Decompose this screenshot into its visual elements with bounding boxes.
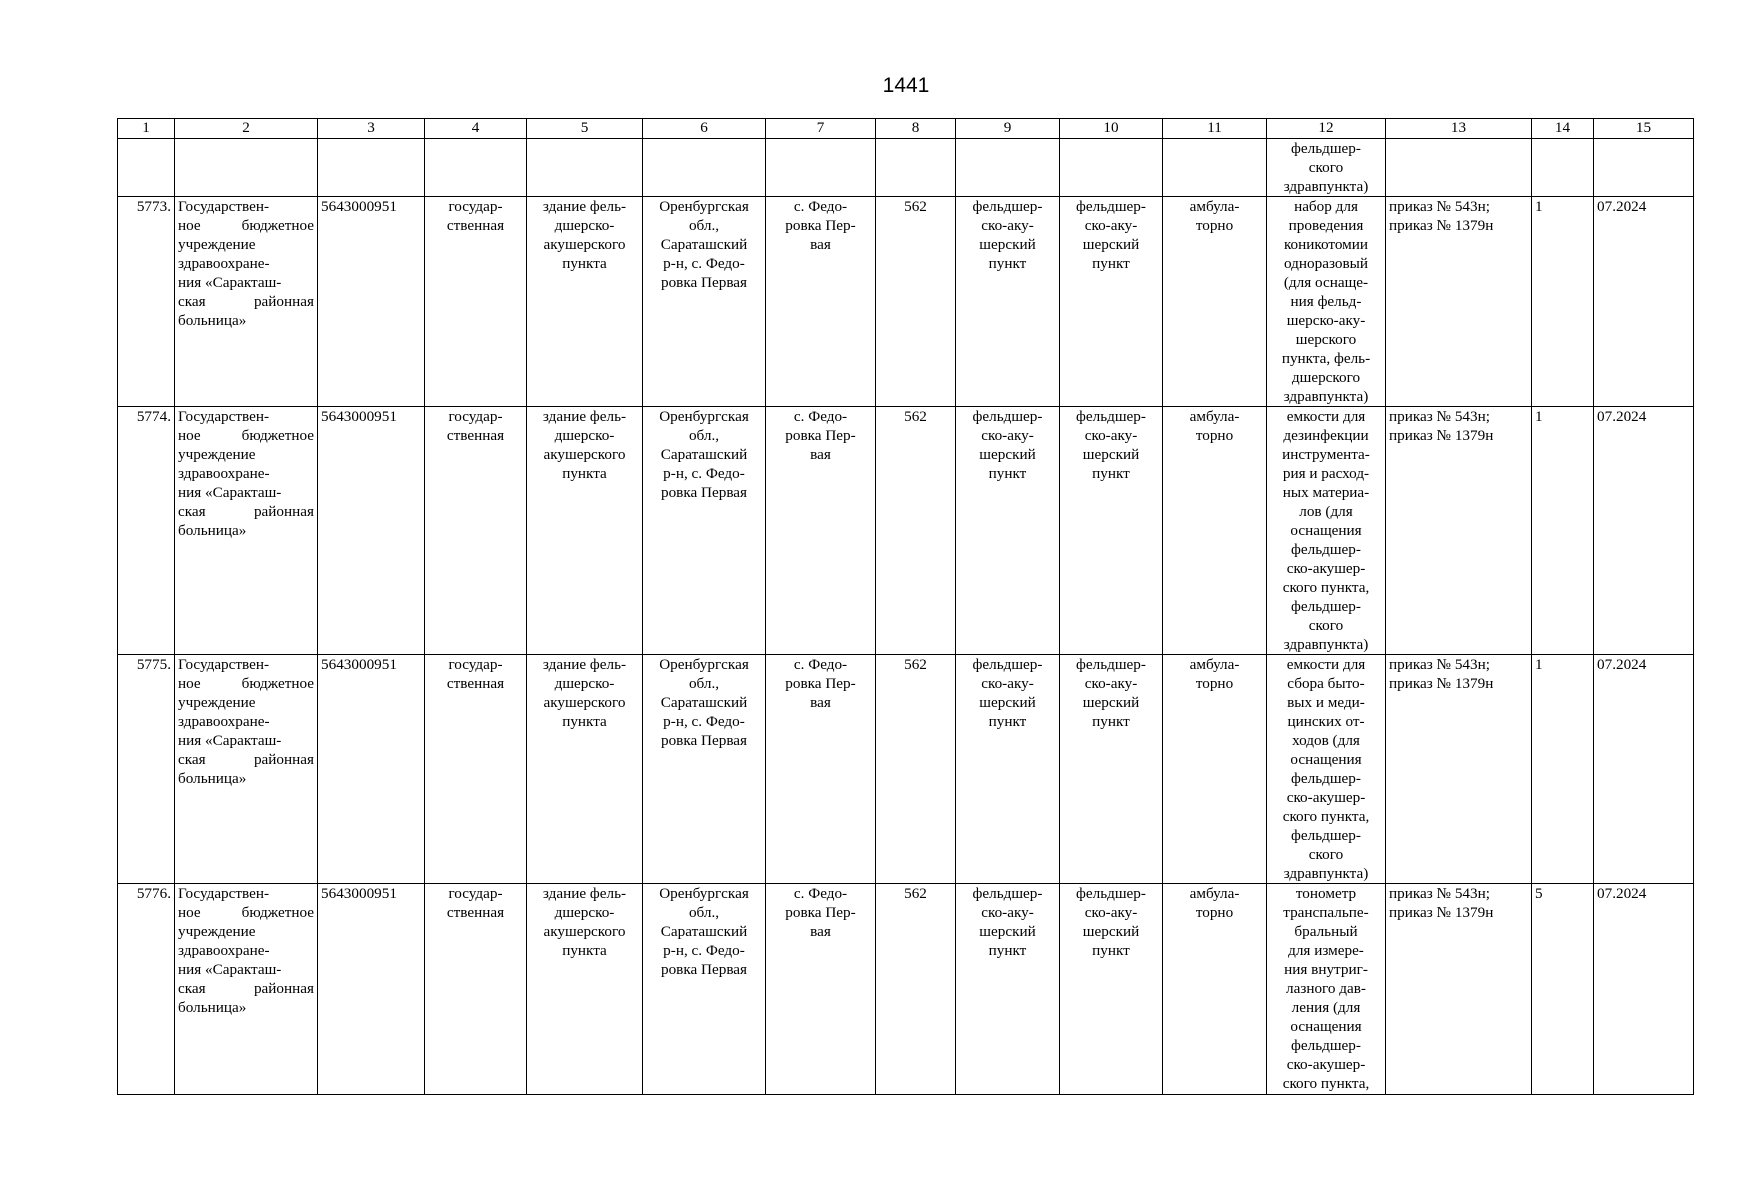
empty-cell	[876, 139, 956, 197]
date-cell: 07.2024	[1594, 655, 1694, 884]
column-number: 2	[175, 119, 318, 139]
address-cell: Оренбургская обл., Сараташский р-н, с. Федо- ровка Первая	[643, 407, 766, 655]
organization-line: ния «Саракташ-	[178, 732, 282, 749]
quantity-cell: 1	[1532, 407, 1594, 655]
building-cell: здание фель- дшерско- акушерского пункта	[527, 197, 643, 407]
empty-cell	[175, 139, 318, 197]
empty-cell	[118, 139, 175, 197]
ownership-cell: государ- ственная	[425, 884, 527, 1095]
date-cell: 07.2024	[1594, 884, 1694, 1095]
column-number: 1	[118, 119, 175, 139]
unit-type-cell: фельдшер- ско-аку- шерский пункт	[956, 407, 1060, 655]
quantity-cell: 1	[1532, 655, 1594, 884]
ownership-cell: государ- ственная	[425, 197, 527, 407]
empty-cell	[766, 139, 876, 197]
code-cell: 562	[876, 197, 956, 407]
address-cell: Оренбургская обл., Сараташский р-н, с. Федо- ровка Первая	[643, 884, 766, 1095]
unit-cell: фельдшер- ско-аку- шерский пункт	[1060, 407, 1163, 655]
table-row	[118, 884, 1694, 1095]
inn-cell: 5643000951	[318, 655, 425, 884]
organization-line: учреждение	[178, 694, 256, 711]
column-number: 3	[318, 119, 425, 139]
organization-line: здравоохране-	[178, 465, 270, 482]
date-cell: 07.2024	[1594, 407, 1694, 655]
equipment-cell: набор для проведения коникотомии одноразовый (для оснаще- ния фельд- шерско-аку- шерского пункта, фель- дшерского здравпункта)	[1267, 197, 1386, 407]
column-number: 14	[1532, 119, 1594, 139]
organization-line: ния «Саракташ-	[178, 484, 282, 501]
organization-line: ное бюджетное	[178, 675, 314, 692]
code-cell: 562	[876, 884, 956, 1095]
settlement-cell: с. Федо- ровка Пер- вая	[766, 407, 876, 655]
organization-line: ное бюджетное	[178, 217, 314, 234]
inn-cell: 5643000951	[318, 197, 425, 407]
equipment-cell: фельдшер- ского здравпункта)	[1267, 139, 1386, 197]
empty-cell	[1060, 139, 1163, 197]
organization-line: больница»	[178, 999, 247, 1016]
order-cell: приказ № 543н; приказ № 1379н	[1386, 655, 1532, 884]
table-row	[118, 655, 1694, 884]
column-number: 13	[1386, 119, 1532, 139]
building-cell: здание фель- дшерско- акушерского пункта	[527, 884, 643, 1095]
settlement-cell: с. Федо- ровка Пер- вая	[766, 655, 876, 884]
empty-cell	[956, 139, 1060, 197]
organization-line: Государствен-	[178, 885, 270, 902]
column-number: 6	[643, 119, 766, 139]
order-cell: приказ № 543н; приказ № 1379н	[1386, 407, 1532, 655]
empty-cell	[527, 139, 643, 197]
organization-line: Государствен-	[178, 408, 270, 425]
organization-line: Государствен-	[178, 198, 270, 215]
column-number: 9	[956, 119, 1060, 139]
row-number-cell: 5774.	[118, 407, 175, 655]
organization-cell	[175, 407, 318, 655]
organization-cell	[175, 655, 318, 884]
organization-line: здравоохране-	[178, 942, 270, 959]
empty-cell	[643, 139, 766, 197]
organization-cell	[175, 884, 318, 1095]
ownership-cell: государ- ственная	[425, 655, 527, 884]
column-number: 7	[766, 119, 876, 139]
column-number: 4	[425, 119, 527, 139]
date-cell: 07.2024	[1594, 197, 1694, 407]
equipment-cell: емкости для сбора быто- вых и меди- цинских от- ходов (для оснащения фельдшер- ско-акушер- ского пункта, фельдшер- ского здравпункта)	[1267, 655, 1386, 884]
table-body	[118, 119, 1694, 1095]
address-cell: Оренбургская обл., Сараташский р-н, с. Федо- ровка Первая	[643, 655, 766, 884]
equipment-cell: тонометр транспальпе- бральный для измере- ния внутриг- лазного дав- ления (для оснащения фельдшер- ско-акушер- ского пункта,	[1267, 884, 1386, 1095]
ownership-cell: государ- ственная	[425, 407, 527, 655]
organization-line: здравоохране-	[178, 713, 270, 730]
inn-cell: 5643000951	[318, 407, 425, 655]
empty-cell	[1532, 139, 1594, 197]
organization-line: Государствен-	[178, 656, 270, 673]
column-number: 8	[876, 119, 956, 139]
unit-type-cell: фельдшер- ско-аку- шерский пункт	[956, 655, 1060, 884]
unit-cell: фельдшер- ско-аку- шерский пункт	[1060, 655, 1163, 884]
organization-line: учреждение	[178, 236, 256, 253]
column-number: 10	[1060, 119, 1163, 139]
organization-line: ская районная	[178, 503, 314, 520]
care-form-cell: амбула- торно	[1163, 655, 1267, 884]
empty-cell	[1163, 139, 1267, 197]
quantity-cell: 5	[1532, 884, 1594, 1095]
building-cell: здание фель- дшерско- акушерского пункта	[527, 407, 643, 655]
registry-table	[117, 118, 1694, 1095]
organization-line: больница»	[178, 522, 247, 539]
organization-line: ния «Саракташ-	[178, 961, 282, 978]
organization-line: больница»	[178, 770, 247, 787]
care-form-cell: амбула- торно	[1163, 884, 1267, 1095]
settlement-cell: с. Федо- ровка Пер- вая	[766, 884, 876, 1095]
address-cell: Оренбургская обл., Сараташский р-н, с. Федо- ровка Первая	[643, 197, 766, 407]
empty-cell	[425, 139, 527, 197]
organization-line: ская районная	[178, 293, 314, 310]
column-number: 12	[1267, 119, 1386, 139]
inn-cell: 5643000951	[318, 884, 425, 1095]
organization-line: больница»	[178, 312, 247, 329]
organization-line: ное бюджетное	[178, 427, 314, 444]
empty-cell	[318, 139, 425, 197]
settlement-cell: с. Федо- ровка Пер- вая	[766, 197, 876, 407]
page-number: 1441	[882, 74, 930, 97]
row-number-cell: 5775.	[118, 655, 175, 884]
table-row	[118, 197, 1694, 407]
organization-line: учреждение	[178, 446, 256, 463]
care-form-cell: амбула- торно	[1163, 197, 1267, 407]
unit-cell: фельдшер- ско-аку- шерский пункт	[1060, 197, 1163, 407]
organization-line: ская районная	[178, 751, 314, 768]
column-number-row	[118, 119, 1694, 139]
organization-line: учреждение	[178, 923, 256, 940]
equipment-cell: емкости для дезинфекции инструмента- рия и расход- ных материа- лов (для оснащения фельдшер- ско-акушер- ского пункта, фельдшер- ского здравпункта)	[1267, 407, 1386, 655]
empty-cell	[1386, 139, 1532, 197]
organization-line: ская районная	[178, 980, 314, 997]
row-number-cell: 5773.	[118, 197, 175, 407]
carryover-row	[118, 139, 1694, 197]
code-cell: 562	[876, 407, 956, 655]
order-cell: приказ № 543н; приказ № 1379н	[1386, 197, 1532, 407]
unit-type-cell: фельдшер- ско-аку- шерский пункт	[956, 884, 1060, 1095]
organization-line: ное бюджетное	[178, 904, 314, 921]
care-form-cell: амбула- торно	[1163, 407, 1267, 655]
row-number-cell: 5776.	[118, 884, 175, 1095]
organization-line: ния «Саракташ-	[178, 274, 282, 291]
column-number: 11	[1163, 119, 1267, 139]
table-row	[118, 407, 1694, 655]
code-cell: 562	[876, 655, 956, 884]
quantity-cell: 1	[1532, 197, 1594, 407]
order-cell: приказ № 543н; приказ № 1379н	[1386, 884, 1532, 1095]
organization-line: здравоохране-	[178, 255, 270, 272]
organization-cell	[175, 197, 318, 407]
unit-cell: фельдшер- ско-аку- шерский пункт	[1060, 884, 1163, 1095]
empty-cell	[1594, 139, 1694, 197]
column-number: 5	[527, 119, 643, 139]
building-cell: здание фель- дшерско- акушерского пункта	[527, 655, 643, 884]
column-number: 15	[1594, 119, 1694, 139]
unit-type-cell: фельдшер- ско-аку- шерский пункт	[956, 197, 1060, 407]
